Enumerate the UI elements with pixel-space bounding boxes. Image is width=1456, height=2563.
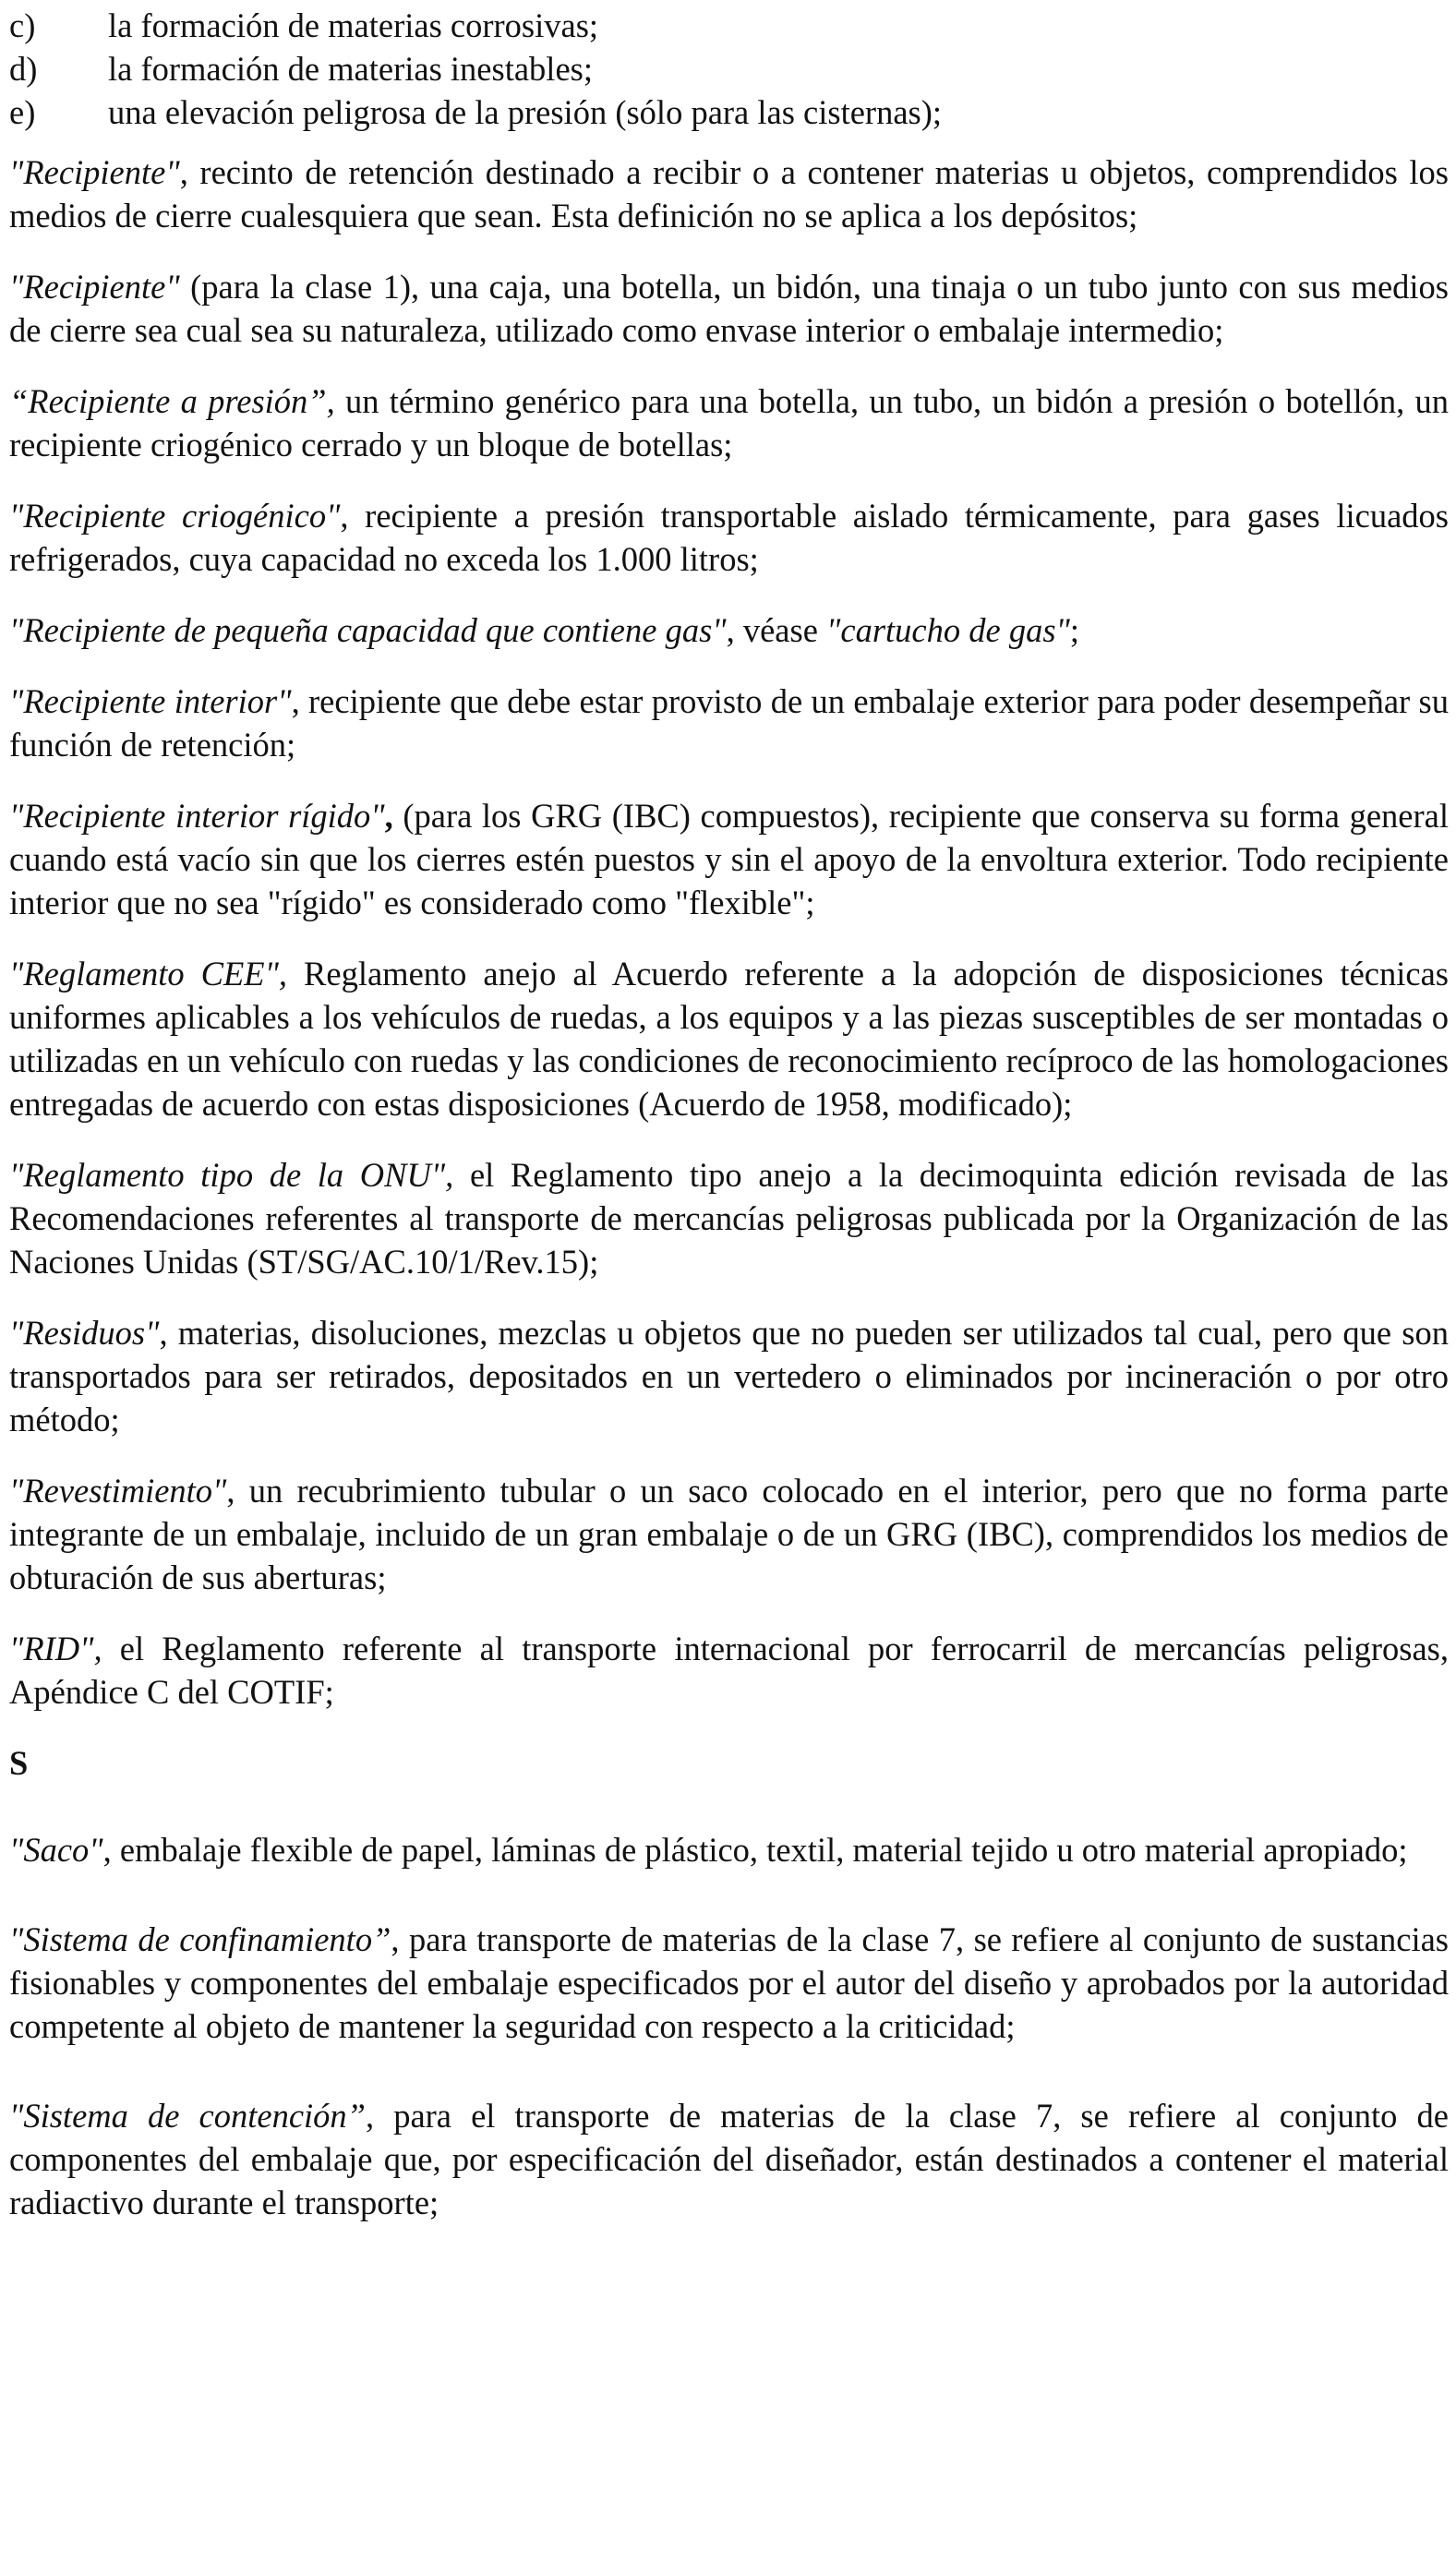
list-marker: c) bbox=[9, 6, 36, 44]
definition-text: (para los GRG (IBC) compuestos), recipiente que conserva su forma general cuando está vacío sin que los cierres estén puestos y sin el apoyo de la envoltura exterior. Todo recipiente interior que no sea "rígido" es considerado como "flexible"; bbox=[9, 797, 1449, 921]
definition-recipiente-clase-1 bbox=[9, 265, 1449, 352]
definition-text: , para el transporte de materias de la clase 7, se refiere al conjunto de componentes del embalaje que, por especificación del diseñador, están destinados a contener el material radiactivo durante el transporte; bbox=[9, 2097, 1449, 2221]
definition-recipiente-a-presion bbox=[9, 379, 1449, 466]
defined-term: "Revestimiento" bbox=[9, 1472, 227, 1510]
definition-revestimiento bbox=[9, 1469, 1449, 1599]
defined-term: "RID", bbox=[9, 1630, 102, 1667]
defined-term: "Recipiente de pequeña capacidad que contiene gas" bbox=[9, 611, 727, 649]
defined-term: "Saco" bbox=[9, 1831, 103, 1869]
defined-term: "Residuos" bbox=[9, 1314, 160, 1352]
definition-text: , recipiente a presión transportable aislado térmicamente, para gases licuados refrigerados, cuya capacidad no exceda los 1.000 litros; bbox=[9, 497, 1449, 578]
definition-text: el Reglamento referente al transporte internacional por ferrocarril de mercancías peligrosas, Apéndice C del COTIF; bbox=[9, 1630, 1449, 1711]
list-item-c bbox=[9, 4, 1449, 47]
section-heading-s: S bbox=[9, 1744, 29, 1782]
definition-text: , recinto de retención destinado a recibir o a contener materias u objetos, comprendidos los medios de cierre cualesquiera que sean. Esta definición no se aplica a los depósitos; bbox=[9, 153, 1449, 235]
definition-recipiente-criogenico bbox=[9, 494, 1449, 581]
defined-term: "Recipiente interior rígido" bbox=[9, 797, 385, 835]
definition-reglamento-cee bbox=[9, 952, 1449, 1125]
definition-recipiente bbox=[9, 150, 1449, 237]
list-text: la formación de materias corrosivas; bbox=[108, 6, 599, 44]
definition-sistema-contencion bbox=[9, 2094, 1449, 2224]
definition-saco bbox=[9, 1828, 1449, 1871]
list-text: la formación de materias inestables; bbox=[108, 50, 593, 88]
definition-text: , para transporte de materias de la clase 7, se refiere al conjunto de sustancias fisionables y componentes del embalaje especificados por el autor del diseño y aprobados por la autoridad competente al objeto de mantener la seguridad con respecto a la criticidad; bbox=[9, 1920, 1449, 2045]
definition-reglamento-tipo-onu bbox=[9, 1153, 1449, 1283]
list-item-e bbox=[9, 90, 1449, 134]
defined-term: "Recipiente" bbox=[9, 268, 180, 306]
definition-rid bbox=[9, 1627, 1449, 1714]
definition-text: un término genérico para una botella, un tubo, un bidón a presión o botellón, un recipiente criogénico cerrado y un bloque de botellas; bbox=[9, 382, 1449, 463]
defined-term: "Reglamento CEE", bbox=[9, 955, 288, 993]
defined-term: "Reglamento tipo de la ONU", bbox=[9, 1156, 454, 1194]
definition-text: , recipiente que debe estar provisto de un embalaje exterior para poder desempeñar su función de retención; bbox=[9, 682, 1449, 764]
definition-text: , un recubrimiento tubular o un saco colocado en el interior, pero que no forma parte integrante de un embalaje, incluido de un gran embalaje o de un GRG (IBC), comprendidos los medios de obturación de sus aberturas; bbox=[9, 1472, 1449, 1596]
defined-term: “Recipiente a presión”, bbox=[9, 382, 335, 420]
defined-term: "Sistema de contención” bbox=[9, 2097, 366, 2135]
cross-reference-term: "cartucho de gas" bbox=[826, 611, 1070, 649]
list-text: una elevación peligrosa de la presión (sólo para las cisternas); bbox=[108, 93, 943, 131]
definition-recipiente-interior bbox=[9, 680, 1449, 766]
definition-residuos bbox=[9, 1311, 1449, 1441]
list-marker: e) bbox=[9, 93, 36, 131]
definition-text: el Reglamento tipo anejo a la decimoquinta edición revisada de las Recomendaciones referentes al transporte de mercancías peligrosas publicada por la Organización de las Naciones Unidas (ST/SG/AC.10/1/Rev.15); bbox=[9, 1156, 1449, 1281]
defined-term: "Recipiente criogénico" bbox=[9, 497, 341, 535]
definition-text: , embalaje flexible de papel, láminas de plástico, textil, material tejido u otro material apropiado; bbox=[102, 1831, 1408, 1869]
definition-recipiente-interior-rigido bbox=[9, 794, 1449, 924]
definition-text: Reglamento anejo al Acuerdo referente a la adopción de disposiciones técnicas uniformes aplicables a los vehículos de ruedas, a los equipos y a las piezas susceptibles de ser montadas o utilizadas en un vehículo con ruedas y las condiciones de reconocimiento recíproco de las homologaciones entregadas de acuerdo con estas disposiciones (Acuerdo de 1958, modificado); bbox=[9, 955, 1449, 1123]
list-item-d bbox=[9, 47, 1449, 90]
defined-term: "Recipiente" bbox=[9, 153, 180, 191]
definition-text: , materias, disoluciones, mezclas u objetos que no pueden ser utilizados tal cual, pero que son transportados para ser retirados, depositados en un vertedero o eliminados por incineración o por otro método; bbox=[9, 1314, 1449, 1438]
definition-text: ; bbox=[1069, 611, 1080, 649]
defined-term: "Sistema de confinamiento” bbox=[9, 1920, 391, 1958]
bold-comma: , bbox=[384, 797, 393, 835]
list-marker: d) bbox=[9, 50, 38, 88]
definition-text: , véase bbox=[726, 611, 827, 649]
definition-text: (para la clase 1), una caja, una botella, un bidón, una tinaja o un tubo junto con sus medios de cierre sea cual sea su naturaleza, utilizado como envase interior o embalaje intermedio; bbox=[9, 268, 1449, 349]
definition-sistema-confinamiento bbox=[9, 1918, 1449, 2048]
defined-term: "Recipiente interior" bbox=[9, 682, 292, 720]
definition-recipiente-pequena-capacidad bbox=[9, 608, 1449, 652]
